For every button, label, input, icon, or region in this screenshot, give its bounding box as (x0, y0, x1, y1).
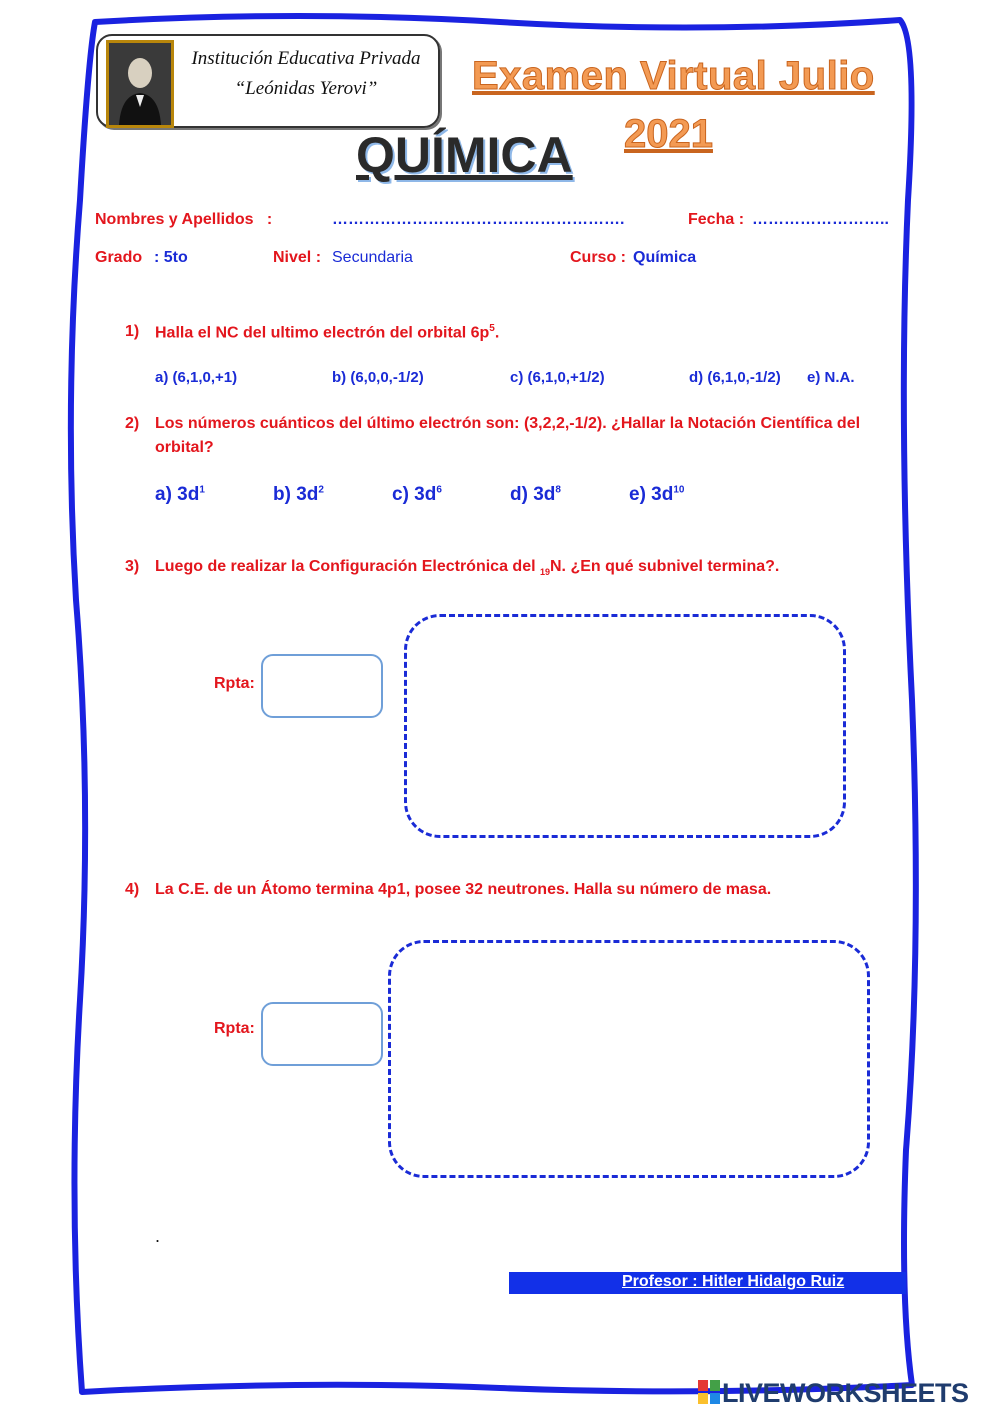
q2-option-d[interactable] (510, 484, 561, 506)
name-field[interactable]: ………………………………………………. (332, 211, 625, 228)
portrait-icon (109, 43, 171, 125)
q2-option-b-base: b) 3d (273, 484, 319, 505)
liveworksheets-logo-icon (698, 1380, 720, 1404)
question-1-end: . (494, 324, 500, 342)
question-1-body: Halla el NC del ultimo electrón del orbital 6p (155, 324, 490, 342)
question-1-sup: 5 (489, 323, 495, 334)
q2-option-a[interactable] (155, 484, 205, 506)
subject-title: QUÍMICA (356, 127, 573, 183)
founder-portrait (106, 40, 174, 128)
q1-option-a[interactable]: a) (6,1,0,+1) (155, 369, 238, 386)
exam-year: 2021 (624, 112, 713, 156)
q2-option-c[interactable] (392, 484, 442, 506)
q1-option-d[interactable]: d) (6,1,0,-1/2) (689, 369, 781, 386)
question-3-part-b: N. ¿En qué subnivel termina?. (550, 558, 780, 575)
q4-answer-input[interactable] (261, 1002, 383, 1066)
q2-option-c-base: c) 3d (392, 484, 437, 505)
q4-rpta-label: Rpta: (214, 1020, 255, 1037)
watermark-logo (698, 1380, 720, 1404)
question-3-text (155, 558, 779, 577)
question-4-text: La C.E. de un Átomo termina 4p1, posee 32 neutrones. Halla su número de masa. (155, 881, 772, 898)
q2-option-e-base: e) 3d (629, 484, 674, 505)
q2-option-b[interactable] (273, 484, 324, 506)
question-3-sub: 19 (539, 567, 550, 578)
q1-option-c[interactable]: c) (6,1,0,+1/2) (510, 369, 605, 386)
q2-option-a-sup: 1 (199, 484, 205, 496)
q3-answer-input[interactable] (261, 654, 383, 718)
q3-work-area[interactable] (404, 614, 846, 838)
q2-option-e-sup: 10 (673, 484, 685, 496)
name-label: Nombres y Apellidos : (95, 211, 273, 228)
institution-name-line1: Institución Educativa Privada (191, 48, 421, 69)
exam-title: Examen Virtual Julio (472, 54, 875, 98)
q1-option-b[interactable]: b) (6,0,0,-1/2) (332, 369, 424, 386)
q1-option-e[interactable]: e) N.A. (807, 369, 855, 386)
date-field[interactable]: …………………….. (752, 211, 889, 228)
grade-label: Grado (95, 249, 143, 266)
course-value: Química (633, 249, 697, 266)
grade-value: : 5to (154, 249, 188, 266)
q2-option-b-sup: 2 (318, 484, 324, 496)
question-2-number: 2) (125, 415, 140, 432)
teacher-name: Profesor : Hitler Hidalgo Ruiz (622, 1273, 845, 1290)
question-1-number: 1) (125, 323, 140, 340)
q2-option-e[interactable] (629, 484, 684, 506)
question-3-number: 3) (125, 558, 140, 575)
q3-rpta-label: Rpta: (214, 675, 255, 692)
watermark-text: LIVEWORKSHEETS (722, 1378, 969, 1408)
level-label: Nivel : (273, 249, 322, 266)
question-3-part-a: Luego de realizar la Configuración Electrónica del (155, 558, 540, 575)
institution-box (96, 34, 440, 128)
question-1-text (155, 323, 499, 342)
date-label: Fecha : (688, 211, 745, 228)
q2-option-a-base: a) 3d (155, 484, 200, 505)
q2-option-d-sup: 8 (555, 484, 561, 496)
footer-dot: . (155, 1226, 161, 1246)
q2-option-c-sup: 6 (436, 484, 442, 496)
q2-option-d-base: d) 3d (510, 484, 556, 505)
q4-work-area[interactable] (388, 940, 870, 1178)
question-2-line2: orbital? (155, 439, 214, 456)
level-value: Secundaria (332, 249, 413, 266)
question-2-line1: Los números cuánticos del último electrón son: (3,2,2,-1/2). ¿Hallar la Notación Científica del (155, 415, 861, 432)
institution-name-line2: “Leónidas Yerovi” (234, 78, 378, 99)
question-4-number: 4) (125, 881, 140, 898)
course-label: Curso : (570, 249, 626, 266)
